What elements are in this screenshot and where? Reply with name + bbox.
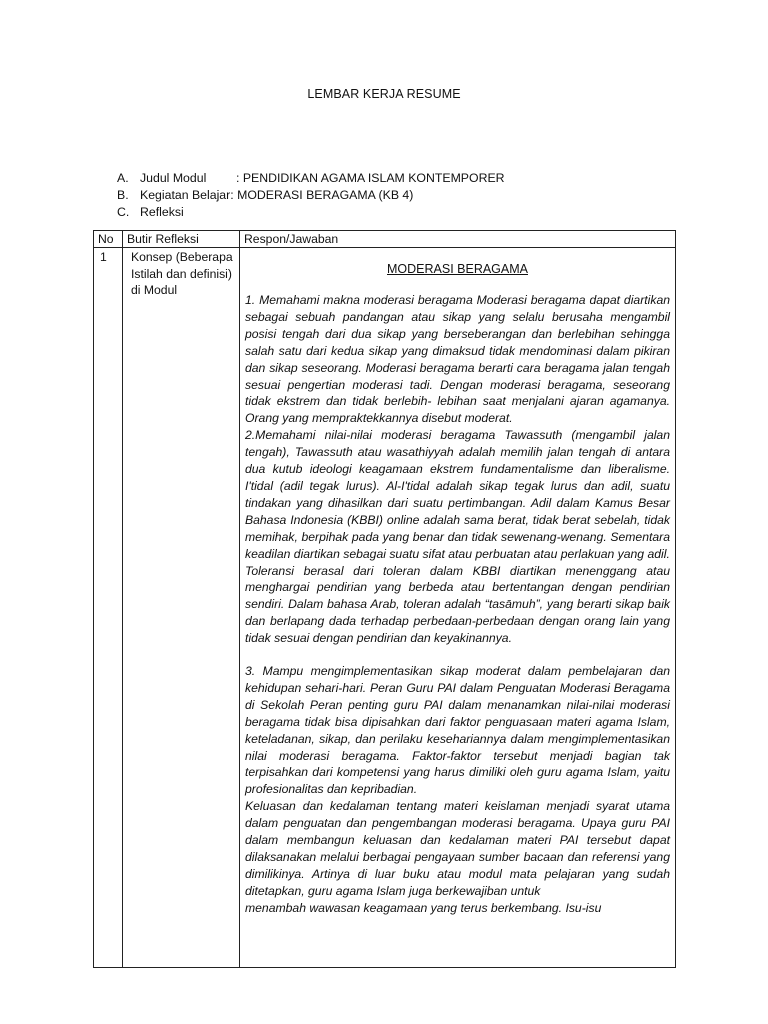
- list-letter: C.: [117, 205, 130, 219]
- module-title-value: : PENDIDIKAN AGAMA ISLAM KONTEMPORER: [236, 171, 505, 185]
- response-paragraph: Keluasan dan kedalaman tentang materi keislaman menjadi syarat utama dalam penguatan dan pengembangan moderasi beragama. Upaya guru PAI dalam membangun keluasan dan kedalaman materi PAI tersebut dapat dilaksanakan melalui berbagai pengayaan sumber bacaan dan referensi yang dimilikinya. Artinya di luar buku atau modul mata pelajaran yang sudah ditetapkan, guru agama Islam juga berkewajiban untuk: [245, 799, 670, 898]
- response-paragraph: Toleransi berasal dari toleran dalam KBBI diartikan menenggang atau menghargai pendirian yang berbeda atau bertentangan dengan pendirian sendiri. Dalam bahasa Arab, toleran adalah “tasāmuh”, yang berarti sikap baik dan berlapang dada terhadap perbedaan-perbedaan dengan orang lain yang tidak sesuai dengan pendirian dan keyakinannya.: [245, 563, 670, 646]
- row-butir: Konsep (Beberapa Istilah dan definisi) di Modul: [123, 248, 240, 968]
- module-info-item: [117, 187, 505, 204]
- learning-activity-value: MODERASI BERAGAMA (KB 4): [233, 188, 414, 202]
- header-no: No: [94, 231, 123, 248]
- document-title: LEMBAR KERJA RESUME: [307, 87, 461, 101]
- module-info-list: [117, 170, 505, 221]
- row-response: [240, 248, 676, 968]
- list-letter: B.: [117, 188, 129, 202]
- response-paragraph: 1. Memahami makna moderasi beragama Moderasi beragama dapat diartikan sebagai sebuah pandangan atau sikap yang selalu berusaha mengambil posisi tengah dari dua sikap yang berseberangan dan berlebihan sehingga salah satu dari kedua sikap yang dimaksud tidak mendominasi dalam pikiran dan sikap seseorang. Moderasi beragama berarti cara beragama jalan tengah sesuai pengertian moderasi tadi. Dengan moderasi beragama, seseorang tidak ekstrem dan tidak berlebih- lebihan saat menjalani ajaran agamanya. Orang yang mempraktekkannya disebut moderat.: [245, 293, 670, 426]
- header-respon-jawaban: Respon/Jawaban: [240, 231, 676, 248]
- reflection-table: [93, 230, 676, 968]
- learning-activity-label: Kegiatan Belajar:: [140, 188, 234, 202]
- response-paragraph: menambah wawasan keagamaan yang terus berkembang. Isu-isu: [245, 900, 602, 915]
- table-row: [94, 248, 676, 968]
- module-info-item: [117, 170, 505, 187]
- paragraph-gap: [245, 647, 670, 663]
- header-butir-refleksi: Butir Refleksi: [123, 231, 240, 248]
- list-letter: A.: [117, 171, 129, 185]
- response-paragraph: 2.Memahami nilai-nilai moderasi beragama Tawassuth (mengambil jalan tengah), Tawassuth atau wasathiyyah adalah memilih jalan tengah di antara dua kutub ideologi keagamaan ekstrem fundamentalisme dan liberalisme. I'tidal (adil tegak lurus). Al-I'tidal adalah sikap tegak lurus dan adil, suatu tindakan yang dihasilkan dari suatu pertimbangan. Adil dalam Kamus Besar Bahasa Indonesia (KBBI) online adalah sama berat, tidak berat sebelah, tidak memihak, berpihak pada yang benar dan tidak sewenang-wenang. Sementara keadilan diartikan sebagai suatu sifat atau perbuatan atau perlakuan yang adil.: [245, 428, 670, 561]
- reflection-label: Refleksi: [140, 205, 184, 219]
- module-info-item: [117, 204, 505, 221]
- response-title: MODERASI BERAGAMA: [387, 262, 528, 276]
- table-header-row: [94, 231, 676, 248]
- response-paragraph: 3. Mampu mengimplementasikan sikap moderat dalam pembelajaran dan kehidupan sehari-hari. Peran Guru PAI dalam Penguatan Moderasi Beragama di Sekolah Peran penting guru PAI dalam menanamkan nilai-nilai moderasi beragama tidak bisa dipisahkan dari faktor penguasaan materi agama Islam, keteladanan, sikap, dan perilaku kesehariannya dalam mengimplementasikan nilai moderasi beragama. Faktor-faktor tersebut menjadi bagian tak terpisahkan dari kompetensi yang harus dimiliki oleh guru agama Islam, yaitu profesionalitas dan kepribadian.: [245, 664, 670, 797]
- row-number: 1: [94, 248, 123, 968]
- module-title-label: Judul Modul: [140, 171, 207, 185]
